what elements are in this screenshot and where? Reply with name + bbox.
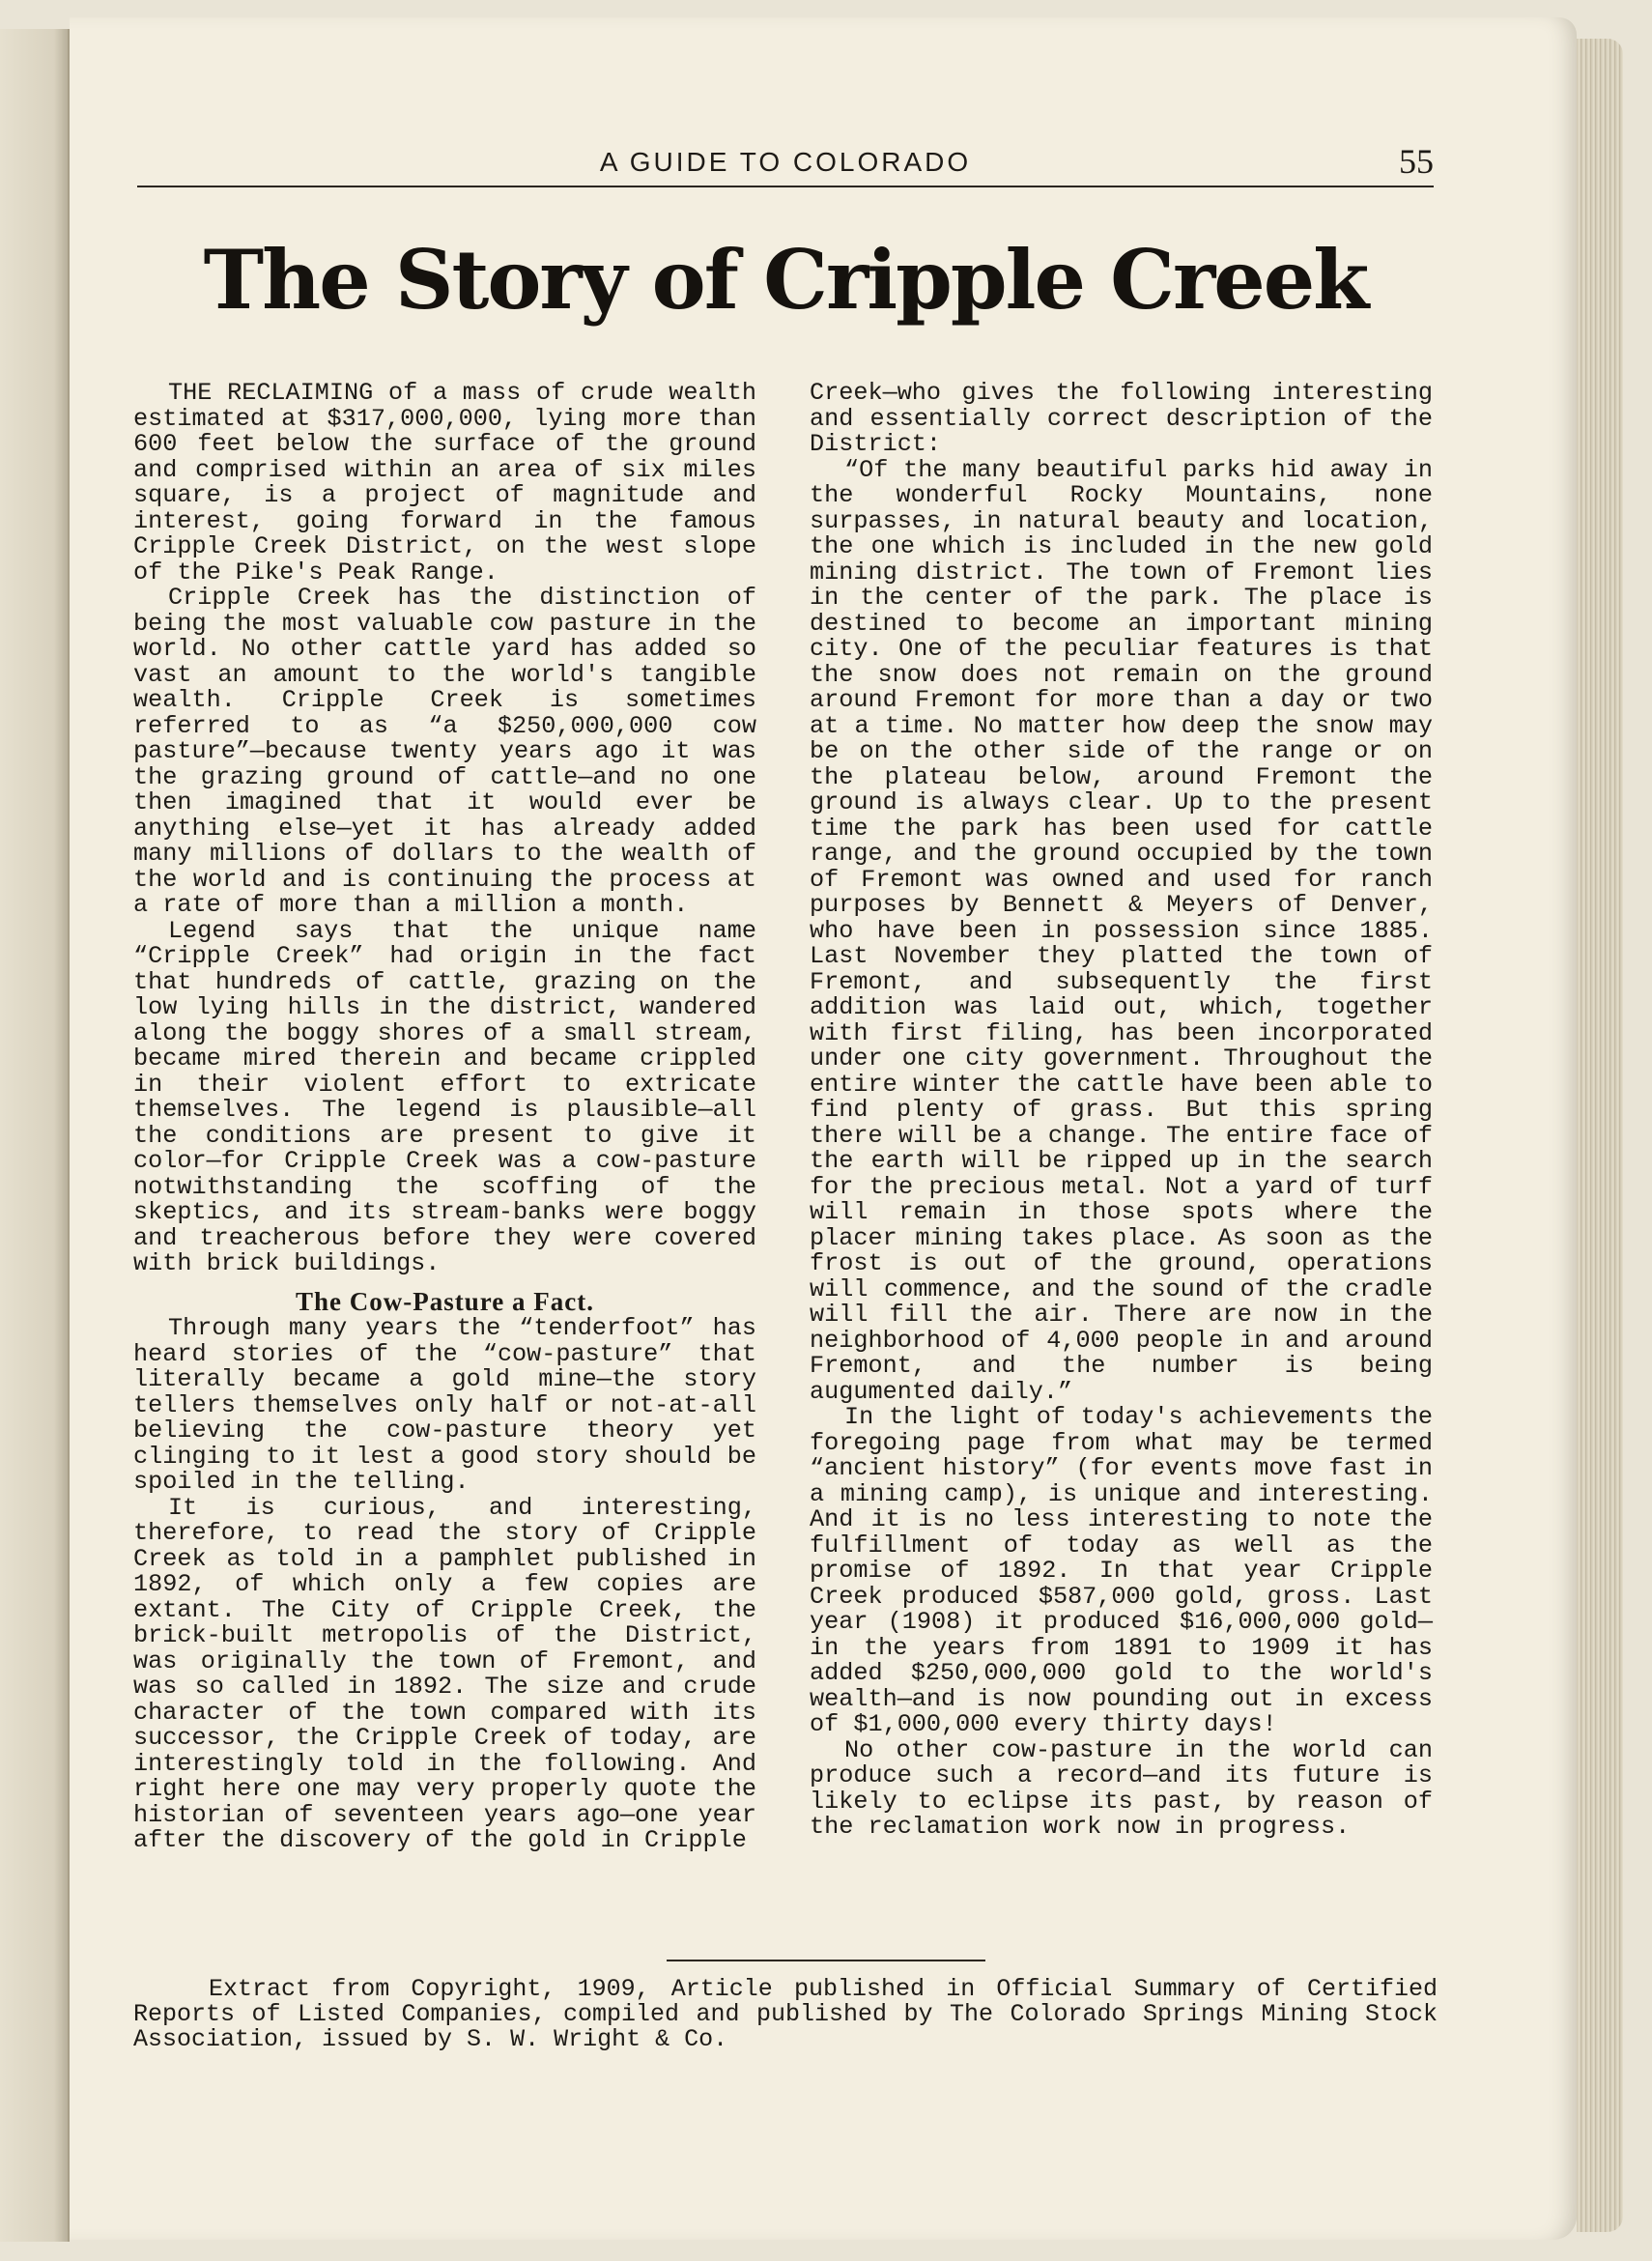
right-column — [810, 381, 1433, 1841]
section-subhead: The Cow-Pasture a Fact. — [296, 1286, 594, 1316]
paragraph: Creek—who gives the following interesting and essentially correct description of the District: — [810, 379, 1433, 458]
footnote-text: Extract from Copyright, 1909, Article published in Official Summary of Certified Reports of Listed Companies, compiled and published by The Colorado Springs Mining Stock Association, issued by S. W. Wright & Co. — [133, 1975, 1438, 2053]
paragraph: In the light of today's achievements the foregoing page from what may be termed “ancient history” (for events move fast in a mining camp), is unique and interesting. And it is no less interesting to note the fulfillment of today as well as the promise of 1892. In that year Cripple Creek produced $587,000 gold, gross. Last year (1908) it produced $16,000,000 gold—in the years from 1891 to 1909 it has added $250,000,000 gold to the world's wealth—and is now pounding out in excess of $1,000,000 every thirty days! — [810, 1403, 1433, 1738]
running-head — [137, 141, 1434, 187]
paragraph: Through many years the “tenderfoot” has heard stories of the “cow-pasture” that literally became a gold mine—the story tellers themselves only half or not-at-all believing the cow-pasture theory yet clinging to it lest a good story should be spoiled in the telling. — [133, 1314, 756, 1496]
footnote — [133, 1977, 1438, 2052]
paragraph: Legend says that the unique name “Cripple Creek” had origin in the fact that hundreds of cattle, grazing on the low lying hills in the district, wandered along the boggy shores of a small stream, became mired therein and became crippled in their violent effort to extricate themselves. The legend is plausible—all the conditions are present to give it color—for Cripple Creek was a cow-pasture notwithstanding the scoffing of the skeptics, and its stream-banks were boggy and treacherous before they were covered with brick buildings. — [133, 916, 756, 1277]
paragraph: No other cow-pasture in the world can produce such a record—and its future is likely to eclipse its past, by reason of the reclamation work now in progress. — [810, 1735, 1433, 1841]
paragraph: Cripple Creek has the distinction of being the most valuable cow pasture in the world. No other cattle yard has added so vast an amount to the world's tangible wealth. Cripple Creek is sometimes referred to as “a $250,000,000 cow pasture”—because twenty years ago it was the grazing ground of cattle—and no one then imagined that it would ever be anything else—yet it has already added many millions of dollars to the wealth of the world and is continuing the process at a rate of more than a million a month. — [133, 584, 756, 919]
page-fore-edges — [1577, 39, 1623, 2232]
paragraph: “Of the many beautiful parks hid away in the wonderful Rocky Mountains, none surpasses, in natural beauty and location, the one which is included in the new gold mining district. The town of Fremont lies in the center of the park. The place is destined to become an important mining city. One of the peculiar features is that the snow does not remain on the ground around Fremont for more than a day or two at a time. No matter how deep the snow may be on the other side of the range or on the plateau below, around Fremont the ground is always clear. Up to the present time the park has been used for cattle range, and the ground occupied by the town of Fremont was owned and used for ranch purposes by Bennett & Meyers of Denver, who have been in possession since 1885. Last November they platted the town of Fremont, and subsequently the first addition was laid out, which, together with first filing, has been incorporated under one city government. Throughout the entire winter the cattle have been able to find plenty of grass. But this spring there will be a change. The entire face of the earth will be ripped up in the search for the precious metal. Not a yard of turf will remain in those spots where the placer mining takes place. As soon as the frost is out of the ground, operations will commence, and the sound of the cradle will fill the air. There are now in the neighborhood of 4,000 people in and around Fremont, and the number is being augumented daily.” — [810, 455, 1433, 1406]
footnote-divider — [667, 1960, 985, 1961]
page-number: 55 — [1399, 142, 1434, 181]
paragraph: THE RECLAIMING of a mass of crude wealth estimated at $317,000,000, lying more than 600 feet below the surface of the ground and comprised within an area of six miles square, is a project of magnitude and interest, going forward in the famous Cripple Creek District, on the west slope of the Pike's Peak Range. — [133, 379, 756, 587]
running-title: A GUIDE TO COLORADO — [599, 147, 972, 177]
left-column — [133, 381, 756, 1854]
left-page-edge — [0, 29, 70, 2242]
paragraph: It is curious, and interesting, therefore, to read the story of Cripple Creek as told in a pamphlet published in 1892, of which only a few copies are extant. The City of Cripple Creek, the brick-built metropolis of the District, was originally the town of Fremont, and was so called in 1892. The size and crude character of the town compared with its successor, the Cripple Creek of today, are interestingly told in the following. And right here one may very properly quote the historian of seventeen years ago—one year after the discovery of the gold in Cripple — [133, 1493, 756, 1854]
article-title: The Story of Cripple Creek — [203, 232, 1368, 328]
